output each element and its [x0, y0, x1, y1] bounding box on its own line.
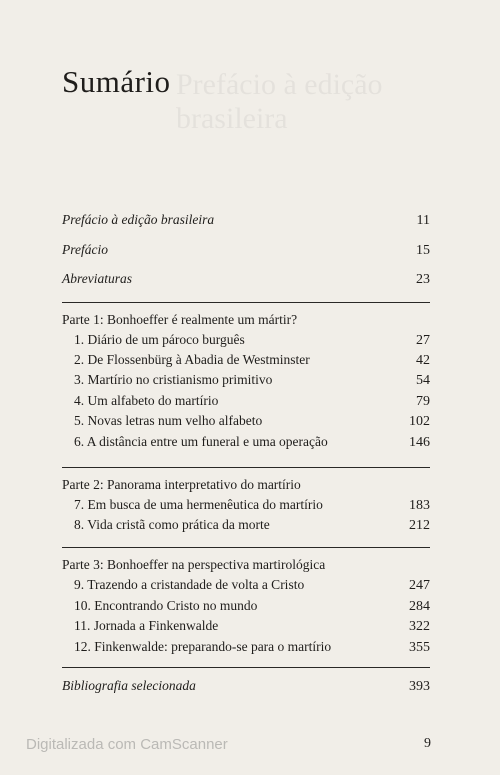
- bleed-through-text: Prefácio à edição brasileira: [176, 68, 383, 135]
- toc-entry-label: 7. Em busca de uma hermenêutica do martírio: [74, 497, 323, 512]
- toc-entry-label: 5. Novas letras num velho alfabeto: [74, 413, 263, 428]
- toc-entry: [62, 393, 430, 410]
- toc-entry: [62, 598, 430, 615]
- toc-entry-label: 10. Encontrando Cristo no mundo: [74, 598, 258, 613]
- toc-entry-page: 212: [409, 518, 430, 533]
- toc-entry: [62, 577, 430, 594]
- toc-entry-page: 355: [409, 640, 430, 655]
- toc-entry-page: 146: [409, 435, 430, 450]
- page-title: Sumário: [62, 64, 171, 99]
- toc-entry-page: 15: [416, 243, 430, 258]
- toc-entry-label: 6. A distância entre um funeral e uma operação: [74, 434, 328, 449]
- toc-entry: [62, 639, 430, 656]
- toc-entry-page: 183: [409, 498, 430, 513]
- toc-entry-label: 4. Um alfabeto do martírio: [74, 393, 219, 408]
- toc-entry: [62, 413, 430, 430]
- toc-entry-label: 11. Jornada a Finkenwalde: [74, 618, 219, 633]
- toc-entry-page: 54: [416, 373, 430, 388]
- toc-entry-page: 11: [416, 213, 430, 228]
- toc-entry: [62, 271, 430, 288]
- toc-entry-label: 8. Vida cristã como prática da morte: [74, 517, 270, 532]
- toc-entry: [62, 497, 430, 514]
- section-divider: [62, 302, 430, 303]
- part-heading: Parte 2: Panorama interpretativo do martírio: [62, 477, 301, 492]
- toc-entry: [62, 372, 430, 389]
- toc-entry-label: 9. Trazendo a cristandade de volta a Cristo: [74, 577, 305, 592]
- section-divider: [62, 547, 430, 548]
- section-divider: [62, 467, 430, 468]
- toc-entry-page: 23: [416, 272, 430, 287]
- toc-entry-page: 102: [409, 414, 430, 429]
- toc-entry-label: 3. Martírio no cristianismo primitivo: [74, 372, 273, 387]
- section-divider: [62, 667, 430, 668]
- toc-entry-label: Abreviaturas: [62, 271, 132, 286]
- toc-entry-page: 284: [409, 599, 430, 614]
- toc-entry-label: Prefácio: [62, 242, 108, 257]
- part-heading: Parte 3: Bonhoeffer na perspectiva martirológica: [62, 557, 326, 572]
- toc-entry: [62, 517, 430, 534]
- toc-entry-page: 79: [416, 394, 430, 409]
- toc-entry: [62, 352, 430, 369]
- toc-entry-label: Bibliografia selecionada: [62, 678, 196, 693]
- toc-entry-page: 322: [409, 619, 430, 634]
- toc-entry-label: 12. Finkenwalde: preparando-se para o martírio: [74, 639, 332, 654]
- toc-entry: [62, 332, 430, 349]
- toc-entry: [62, 434, 430, 451]
- toc-entry-page: 247: [409, 578, 430, 593]
- toc-entry: [62, 212, 430, 229]
- toc-entry: [62, 678, 430, 695]
- toc-entry: [62, 242, 430, 259]
- toc-entry-page: 42: [416, 353, 430, 368]
- toc-entry-page: 393: [409, 679, 430, 694]
- toc-entry-page: 27: [416, 333, 430, 348]
- part-heading: Parte 1: Bonhoeffer é realmente um mártir?: [62, 312, 298, 327]
- toc-entry: [62, 618, 430, 635]
- page-number: 9: [424, 736, 431, 751]
- toc-entry-label: Prefácio à edição brasileira: [62, 212, 215, 227]
- scanner-watermark: Digitalizada com CamScanner: [26, 736, 228, 753]
- toc-entry-label: 2. De Flossenbürg à Abadia de Westminster: [74, 352, 310, 367]
- toc-entry-label: 1. Diário de um pároco burguês: [74, 332, 245, 347]
